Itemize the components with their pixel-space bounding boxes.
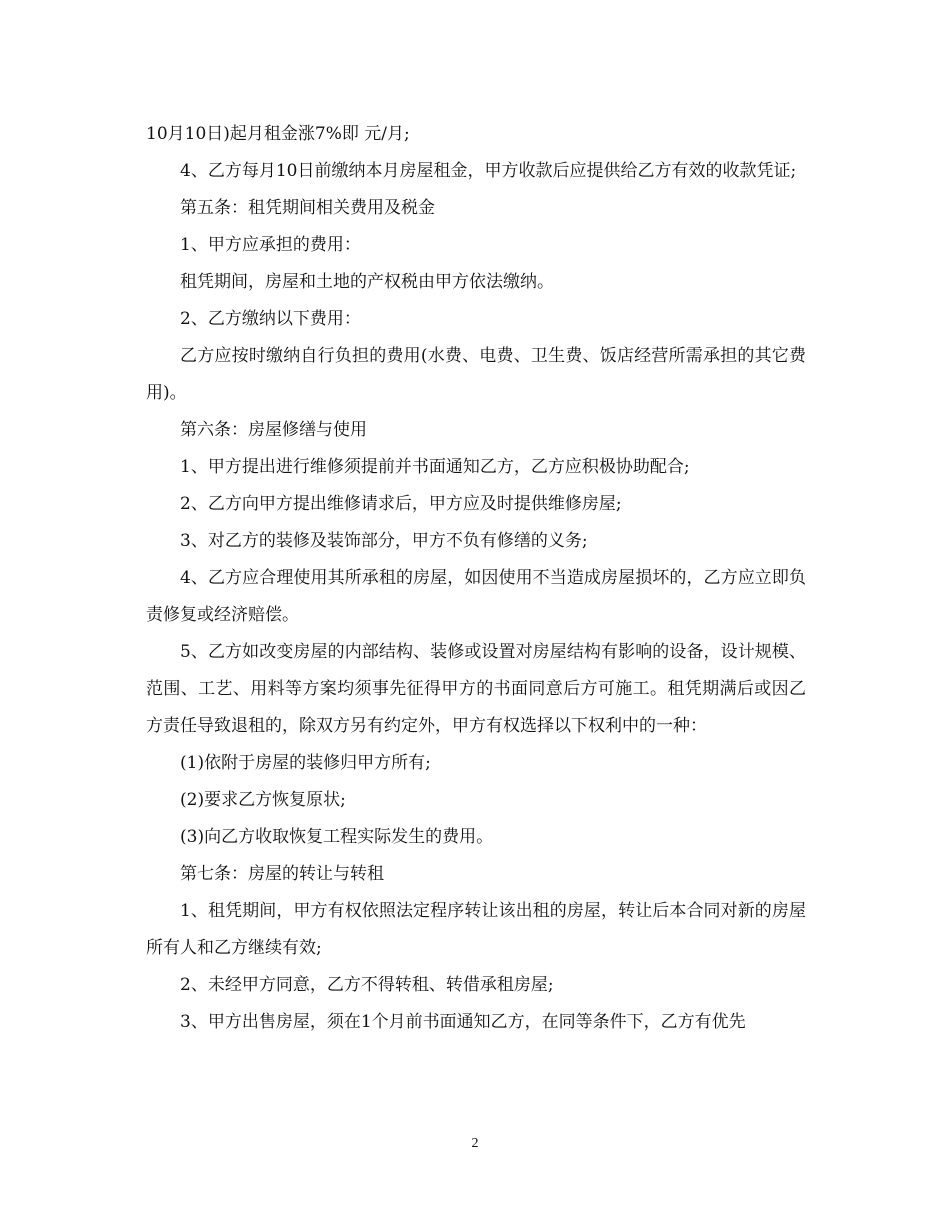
paragraph: 第六条：房屋修缮与使用 xyxy=(180,420,367,440)
paragraph: 2、未经甲方同意，乙方不得转租、转借承租房屋; xyxy=(180,975,554,995)
paragraph: 2、乙方缴纳以下费用： xyxy=(180,309,361,329)
paragraph: 1、甲方应承担的费用： xyxy=(180,235,361,255)
paragraph: 2、乙方向甲方提出维修请求后，甲方应及时提供维修房屋; xyxy=(180,494,622,514)
paragraph: 3、甲方出售房屋，须在1个月前书面通知乙方，在同等条件下，乙方有优先 xyxy=(180,1012,746,1032)
paragraph: 1、租凭期间，甲方有权依照法定程序转让该出租的房屋，转让后本合同对新的房屋所有人和乙方继续有效; xyxy=(146,901,806,958)
paragraph: (3)向乙方收取恢复工程实际发生的费用。 xyxy=(180,827,494,847)
paragraph: 租凭期间，房屋和土地的产权税由甲方依法缴纳。 xyxy=(180,272,554,292)
paragraph: 4、乙方每月10日前缴纳本月房屋租金，甲方收款后应提供给乙方有效的收款凭证; xyxy=(180,161,797,181)
paragraph: 1、甲方提出进行维修须提前并书面通知乙方，乙方应积极协助配合; xyxy=(180,457,690,477)
paragraph: 10月10日)起月租金涨7%即 元/月; xyxy=(146,124,410,144)
paragraph: 4、乙方应合理使用其所承租的房屋，如因使用不当造成房屋损坏的，乙方应立即负责修复或经济赔偿。 xyxy=(146,568,806,625)
document-body xyxy=(146,116,806,1041)
paragraph: (2)要求乙方恢复原状; xyxy=(180,790,346,810)
paragraph: 乙方应按时缴纳自行负担的费用(水费、电费、卫生费、饭店经营所需承担的其它费用)。 xyxy=(146,346,806,403)
paragraph: 3、对乙方的装修及装饰部分，甲方不负有修缮的义务; xyxy=(180,531,588,551)
paragraph: 5、乙方如改变房屋的内部结构、装修或设置对房屋结构有影响的设备，设计规模、范围、工艺、用料等方案均须事先征得甲方的书面同意后方可施工。租凭期满后或因乙方责任导致退租的，除双方另有约定外，甲方有权选择以下权利中的一种： xyxy=(146,642,806,736)
page-number: 2 xyxy=(471,1136,479,1151)
paragraph: 第五条：租凭期间相关费用及税金 xyxy=(180,198,435,218)
paragraph: 第七条：房屋的转让与转租 xyxy=(180,864,384,884)
paragraph: (1)依附于房屋的装修归甲方所有; xyxy=(180,753,431,773)
